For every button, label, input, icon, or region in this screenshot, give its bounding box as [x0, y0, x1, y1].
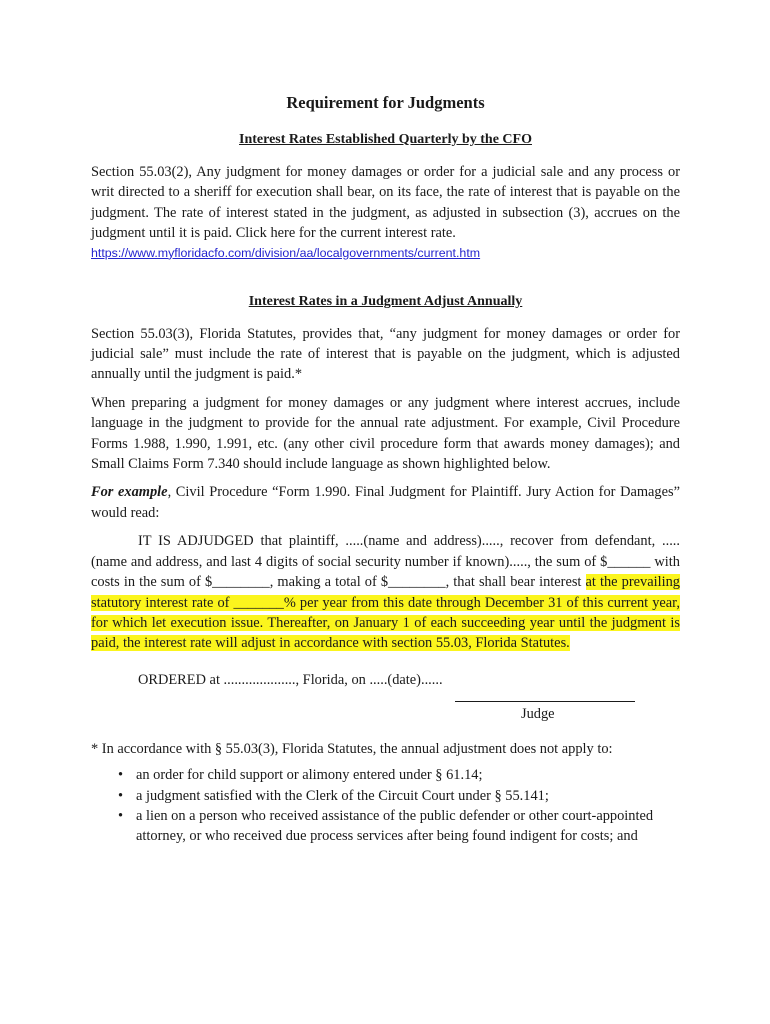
section-body-cfo-text: Section 55.03(2), Any judgment for money damages or order for a judicial sale and any process or writ directed to a sheriff for execution shall bear, on its face, the rate of interest that is payable on the judgment. The rate of interest stated in the judgment, as adjusted in subsection (3), accrues on the judgment until it is paid. Click here for the current interest rate. [91, 164, 680, 242]
section-body-annual-2: When preparing a judgment for money damages or any judgment where interest accrues, include language in the judgment to provide for the annual rate adjustment. For example, Civil Procedure Forms 1.988, 1.990, 1.991, etc. (any other civil procedure form that awards money damages); and Small Claims Form 7.340 should include language as shown highlighted below. [91, 394, 680, 473]
current-rate-link[interactable]: https://www.myfloridacfo.com/division/aa/localgovernments/current.htm [91, 245, 481, 260]
list-item-text: an order for child support or alimony entered under § 61.14; [136, 767, 483, 784]
list-item [91, 806, 680, 847]
form-text [91, 531, 680, 653]
list-item [91, 765, 680, 785]
bullet-icon: • [118, 807, 124, 824]
footnote-list [91, 765, 680, 847]
form-text-highlighted: at the prevailing statutory interest rate of _______% per year from this date through December 31 of this current year, for which let execution issue. Thereafter, on January 1 of each succeeding year until the judgment is paid, the interest rate will adjust in accordance with section 55.03, Florida Statutes. [91, 574, 680, 652]
list-item [91, 786, 680, 806]
section-heading-cfo: Interest Rates Established Quarterly by the CFO [239, 132, 532, 147]
ordered-line: ORDERED at ...................., Florida, on .....(date)...... [138, 671, 443, 688]
bullet-icon: • [118, 767, 124, 784]
footnote-intro: * In accordance with § 55.03(3), Florida Statutes, the annual adjustment does not apply to: [91, 740, 613, 757]
example-paragraph [91, 482, 680, 523]
form-text-plain: IT IS ADJUDGED that plaintiff, .....(name and address)....., recover from defendant, .....(name and address, and last 4 digits of social security number if known)....., the sum of $______ with costs in the sum of $________, making a total of $________, that shall bear interest [91, 533, 680, 591]
bullet-icon: • [118, 787, 124, 804]
example-rest: , Civil Procedure “Form 1.990. Final Judgment for Plaintiff. Jury Action for Damages” would read: [91, 484, 680, 521]
judge-label: Judge [521, 705, 555, 722]
example-lead: For example [91, 484, 168, 501]
document-title: Requirement for Judgments [286, 93, 485, 112]
section-body-cfo [91, 162, 680, 262]
list-item-text: a judgment satisfied with the Clerk of the Circuit Court under § 55.141; [136, 787, 549, 804]
section-heading-annual: Interest Rates in a Judgment Adjust Annually [248, 293, 523, 309]
list-item-text: a lien on a person who received assistance of the public defender or other court-appointed attorney, or who received due process services after being found indigent for costs; and [136, 807, 654, 845]
signature-line [455, 701, 635, 702]
section-body-annual-1: Section 55.03(3), Florida Statutes, provides that, “any judgment for money damages or order for judicial sale” must include the rate of interest that is payable on the judgment, which is adjusted annually until the judgment is paid.* [91, 325, 680, 383]
